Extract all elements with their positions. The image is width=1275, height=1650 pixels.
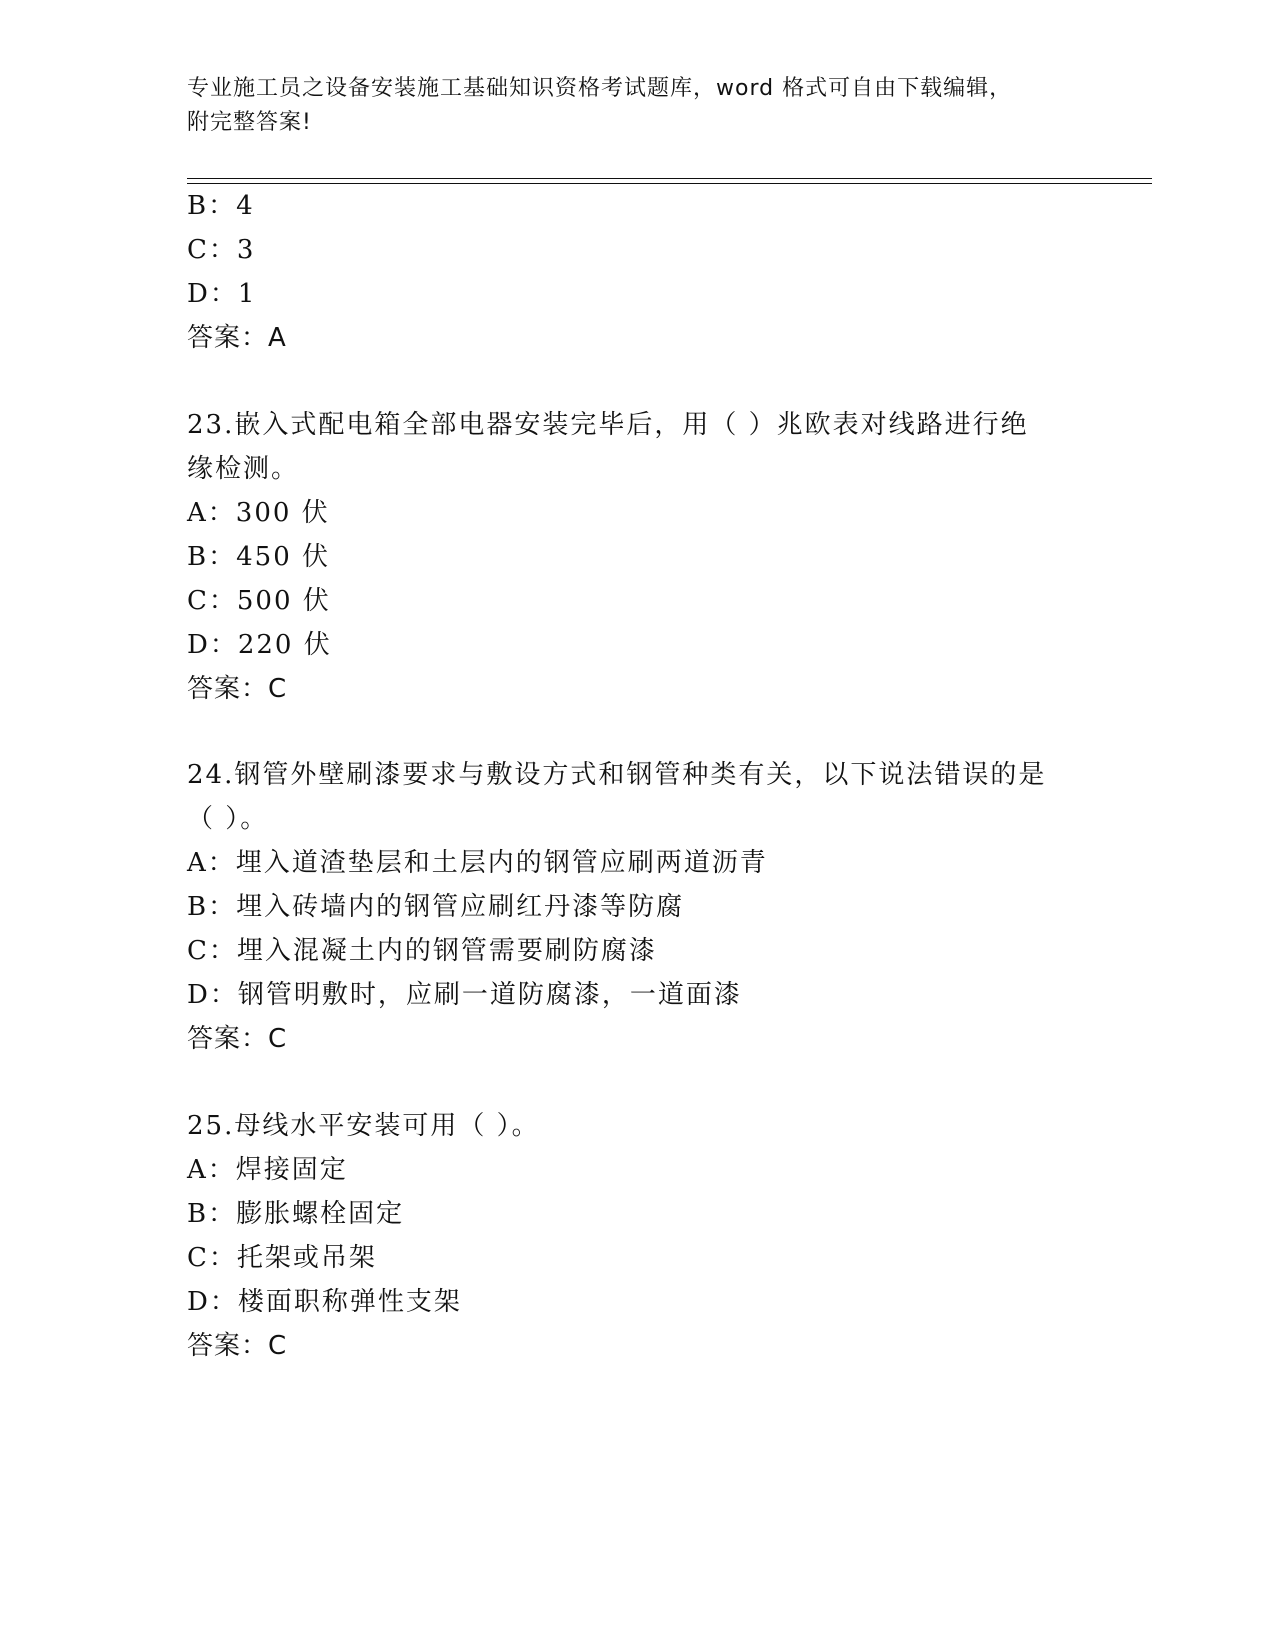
- question-stem-line1: 25.母线水平安装可用（ ）。: [187, 1111, 540, 1141]
- option-d: D：220 伏: [187, 630, 332, 660]
- answer-line: 答案：C: [187, 1331, 288, 1361]
- answer-line: 答案：C: [187, 674, 288, 704]
- header-divider-bottom: [187, 183, 1152, 184]
- option-d: D：1: [187, 279, 257, 309]
- question-stem-line1: 24.钢管外壁刷漆要求与敷设方式和钢管种类有关，以下说法错误的是: [187, 760, 1047, 790]
- answer-line: 答案：C: [187, 1024, 288, 1054]
- question-stem-line2: 缘检测。: [187, 454, 300, 484]
- option-a: A：埋入道渣垫层和土层内的钢管应刷两道沥青: [187, 848, 768, 878]
- option-b: B：450 伏: [187, 542, 330, 572]
- option-c: C：埋入混凝土内的钢管需要刷防腐漆: [187, 936, 657, 966]
- option-d: D：钢管明敷时，应刷一道防腐漆，一道面漆: [187, 980, 742, 1010]
- option-c: C：托架或吊架: [187, 1243, 377, 1273]
- header-title-line1: 专业施工员之设备安装施工基础知识资格考试题库，word 格式可自由下载编辑，: [187, 76, 1013, 101]
- header-title-line2: 附完整答案!: [187, 110, 312, 135]
- option-c: C：3: [187, 235, 256, 265]
- option-b: B：埋入砖墙内的钢管应刷红丹漆等防腐: [187, 892, 685, 922]
- question-stem-line2: （ ）。: [187, 804, 269, 834]
- header-divider-top: [187, 178, 1152, 179]
- option-d: D：楼面职称弹性支架: [187, 1287, 462, 1317]
- option-c: C：500 伏: [187, 586, 331, 616]
- question-stem-line1: 23.嵌入式配电箱全部电器安装完毕后，用（ ）兆欧表对线路进行绝: [187, 410, 1029, 440]
- option-b: B：4: [187, 191, 255, 221]
- page-header: [187, 72, 1067, 140]
- option-a: A：焊接固定: [187, 1155, 348, 1185]
- option-a: A：300 伏: [187, 498, 330, 528]
- option-b: B：膨胀螺栓固定: [187, 1199, 405, 1229]
- answer-line: 答案：A: [187, 323, 287, 353]
